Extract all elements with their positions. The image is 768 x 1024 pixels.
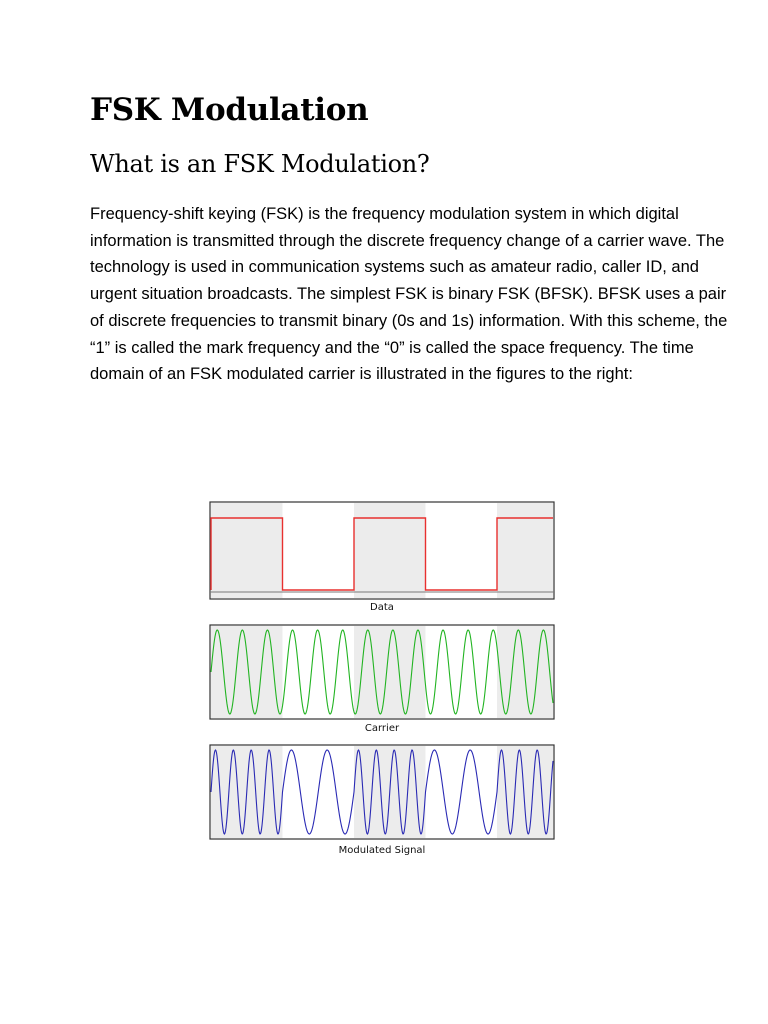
modulated-caption: Modulated Signal: [338, 845, 426, 856]
data-panel-shading: [211, 503, 553, 598]
section-heading: What is an FSK Modulation?: [90, 150, 430, 178]
body-paragraph: Frequency-shift keying (FSK) is the frequency modulation system in which digital information is transmitted through the discrete frequency change of a carrier wave. The technology is used in communication systems such as amateur radio, caller ID, and urgent situation broadcasts. The simplest FSK is binary FSK (BFSK). BFSK uses a pair of discrete frequencies to transmit binary (0s and 1s) information. With this scheme, the “1” is called the mark frequency and the “0” is called the space frequency. The time domain of an FSK modulated carrier is illustrated in the figures to the right:: [90, 205, 728, 384]
carrier-panel: [210, 625, 554, 734]
mark-shade-0: [211, 626, 283, 718]
mark-shade-4: [497, 503, 553, 598]
fsk-figure: [207, 500, 557, 860]
carrier-caption: Carrier: [364, 723, 400, 734]
mark-shade-2: [354, 503, 426, 598]
fsk-figure-svg: [207, 500, 557, 860]
data-panel: [210, 502, 554, 613]
carrier-panel-shading: [211, 626, 553, 718]
mark-shade-0: [211, 503, 283, 598]
data-caption: Data: [370, 602, 394, 613]
page-title: FSK Modulation: [90, 92, 369, 128]
modulated-panel: [210, 745, 554, 856]
